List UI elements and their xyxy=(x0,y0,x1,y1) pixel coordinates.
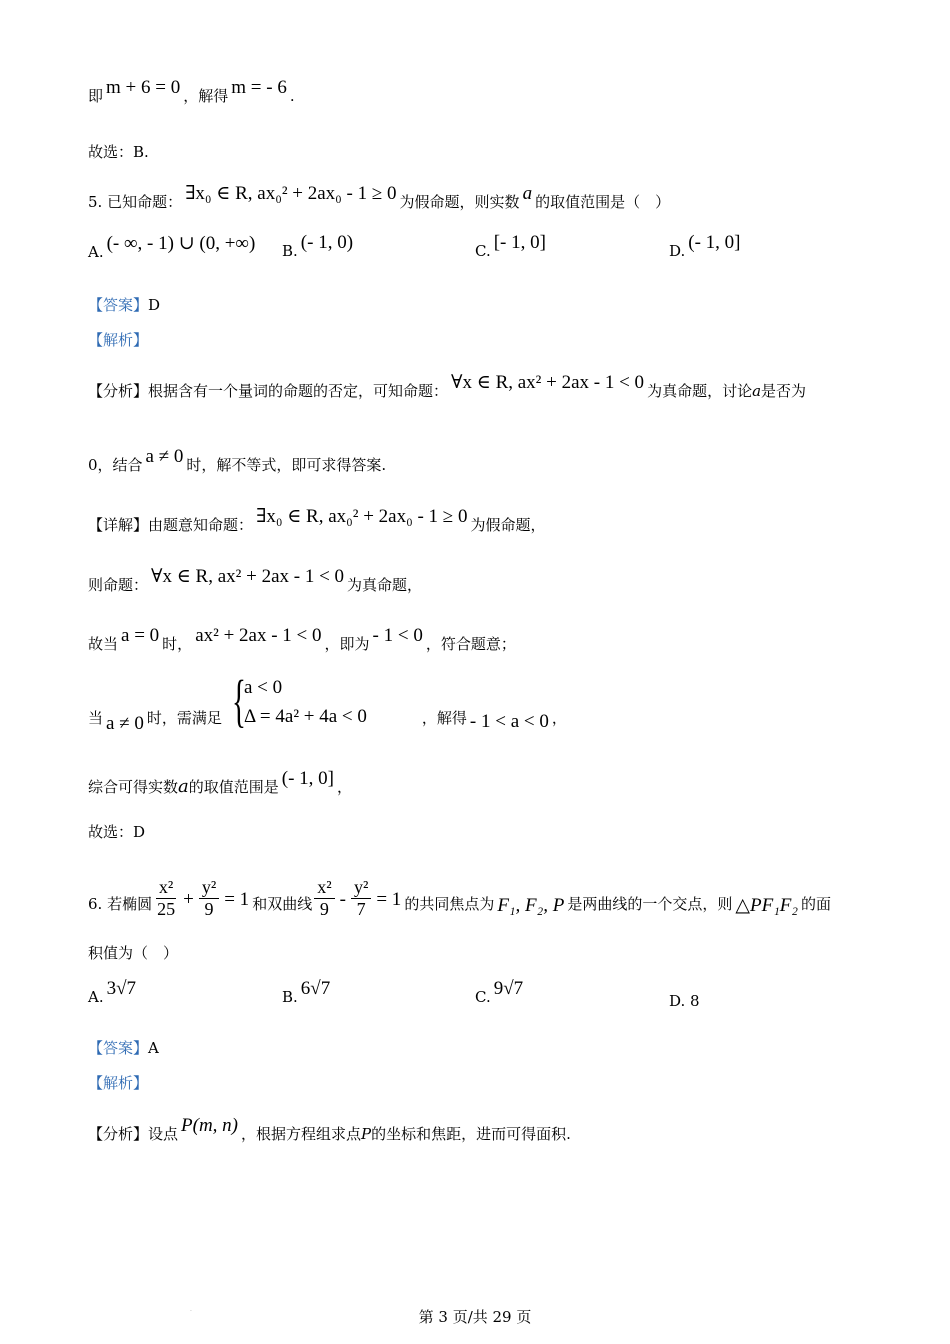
q5-option-d[interactable]: D. (- 1, 0] xyxy=(669,232,741,260)
choice-line: 故选：B. xyxy=(88,143,149,161)
detail-5-case-zero: 故当 a = 0 时， ax² + 2ax - 1 < 0 ，即为 - 1 < 0 ，符合题意； xyxy=(88,625,516,653)
question-5-stem: 5. 已知命题： ∃x₀ ∈ R, ax₀² + 2ax₀ - 1 ≥ 0 为假命题，则实数 a 的取值范围是（ ） xyxy=(88,183,671,211)
answer-6: 【答案】A xyxy=(88,1039,159,1057)
detail-5: 【详解】由题意知命题： ∃x₀ ∈ R, ax₀² + 2ax₀ - 1 ≥ 0 为假命题， xyxy=(88,506,546,534)
analysis-header-6: 【解析】 xyxy=(88,1074,149,1092)
question-6-cont: 积值为（ ） xyxy=(88,944,179,962)
math-formula: m + 6 = 0 xyxy=(106,77,181,98)
q5-option-b[interactable]: B. (- 1, 0) xyxy=(282,232,354,260)
math-formula: (- 1, 0] xyxy=(281,768,334,789)
q6-option-c[interactable]: C. 9√7 xyxy=(475,978,524,1006)
system-line-1: a < 0 xyxy=(244,677,283,698)
q5-option-a[interactable]: A. (- ∞, - 1) ∪ (0, +∞) xyxy=(88,233,256,261)
detail-5-summary: 综合可得实数a的取值范围是 (- 1, 0] ， xyxy=(88,768,353,797)
answer-5: 【答案】D xyxy=(88,296,161,314)
math-formula: a ≠ 0 xyxy=(145,446,184,467)
detail-5-case-nonzero: 当 a ≠ 0 时，需满足 ，解得 - 1 < a < 0 ， xyxy=(88,709,567,734)
q6-option-a[interactable]: A. 3√7 xyxy=(88,978,137,1006)
math-formula: ∃x₀ ∈ R, ax₀² + 2ax₀ - 1 ≥ 0 xyxy=(256,506,468,527)
analysis-6: 【分析】设点 P(m, n) ，根据方程组求点P的坐标和焦距，进而可得面积. xyxy=(88,1115,571,1143)
math-formula: m = - 6 xyxy=(231,77,287,98)
math-formula: ∀x ∈ R, ax² + 2ax - 1 < 0 xyxy=(151,566,345,587)
system-line-2: Δ = 4a² + 4a < 0 xyxy=(244,706,367,727)
math-formula: ∀x ∈ R, ax² + 2ax - 1 < 0 xyxy=(451,372,645,393)
detail-5-then: 则命题： ∀x ∈ R, ax² + 2ax - 1 < 0 为真命题， xyxy=(88,566,423,594)
math-formula: P(m, n) xyxy=(181,1115,239,1136)
choice-line-5: 故选：D xyxy=(88,823,146,841)
solution-line-m: 即 m + 6 = 0 ，解得 m = - 6 . xyxy=(88,77,295,105)
decorative-dot: . xyxy=(190,1306,192,1313)
math-var: a xyxy=(522,183,533,204)
analysis-5-cont: 0，结合 a ≠ 0 时，解不等式，即可求得答案. xyxy=(88,446,387,474)
fraction: $\frac{\text{x²}}{25}$ xyxy=(157,877,176,919)
math-formula: ∃x₀ ∈ R, ax₀² + 2ax₀ - 1 ≥ 0 xyxy=(185,183,397,204)
fraction: $\frac{\text{y²}}{7}$ xyxy=(351,878,371,920)
q5-option-c[interactable]: C. [- 1, 0] xyxy=(475,232,546,260)
q6-option-d[interactable]: D. 8 xyxy=(669,992,700,1010)
system-brace: { xyxy=(232,668,246,733)
fraction: $\frac{\text{x²}}{9}$ xyxy=(314,878,334,920)
q6-option-b[interactable]: B. 6√7 xyxy=(282,978,331,1006)
analysis-5: 【分析】根据含有一个量词的命题的否定，可知命题： ∀x ∈ R, ax² + 2ax - 1 < 0 为真命题，讨论a是否为 xyxy=(88,372,807,400)
fraction: $\frac{\text{y²}}{9}$ xyxy=(199,878,219,920)
question-6-stem: 6. 若椭圆 $\frac{\text{x²}}{25}$ + $\frac{\text{y²}}{9}$ = 1 和双曲线 $\frac{\text{x²}}{9}$ - $\frac{\text{y²}}{7}$ = 1 的共同焦点为 F₁, F₂, P 是两曲线的一个交点，则 △PF₁F₂ 的面 xyxy=(88,877,832,919)
page-footer: 第 3 页/共 29 页 xyxy=(418,1308,532,1326)
analysis-header-5: 【解析】 xyxy=(88,331,149,349)
